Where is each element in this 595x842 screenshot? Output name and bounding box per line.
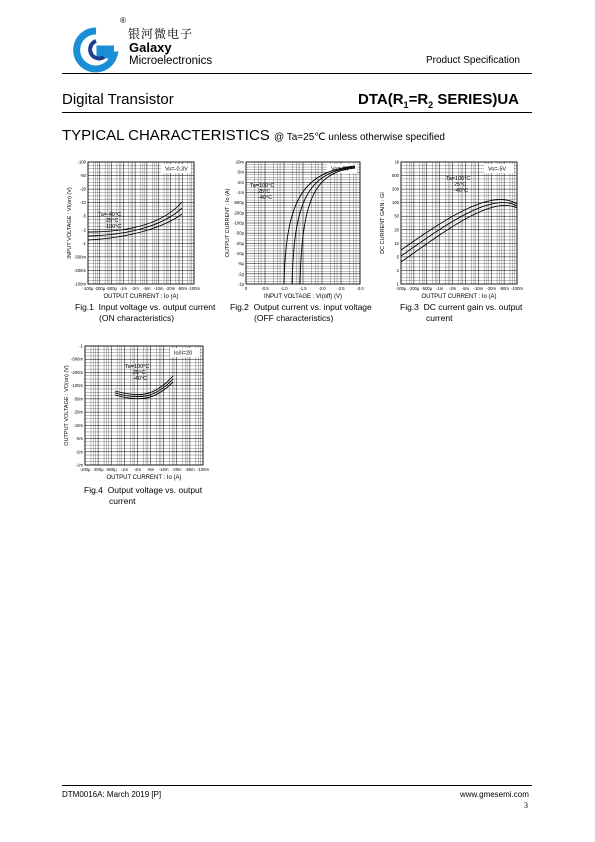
legend-label: -40°C xyxy=(133,376,148,382)
x-tick-label: -200μ xyxy=(92,467,104,472)
page-title: Digital Transistor xyxy=(62,91,174,108)
y-tick-label: 1k xyxy=(394,159,399,165)
y-tick-label: 500 xyxy=(392,173,399,179)
logo-chinese-name: 银河微电子 xyxy=(128,27,194,41)
x-tick-label: -100μ xyxy=(82,286,94,291)
legend-label: 25°C xyxy=(133,370,146,376)
y-tick-label: -1m xyxy=(75,462,83,468)
y-tick-label: -10μ xyxy=(235,251,244,256)
legend-label: Ta=-40°C xyxy=(98,212,122,218)
y-tick-label: -20μ xyxy=(235,240,244,246)
y-tick-label: -5m xyxy=(75,436,83,442)
y-axis-label: OUTPUT CURRENT : Io (A) xyxy=(225,188,231,258)
x-axis-label: INPUT VOLTAGE : VI(off) (V) xyxy=(264,294,342,300)
x-tick-label: -10m xyxy=(158,467,169,472)
y-tick-label: -1 xyxy=(82,240,86,246)
x-tick-label: -50m xyxy=(499,286,509,291)
fig2-caption: Fig.2 Output current vs. input voltage (OFF characteristics) xyxy=(230,302,372,323)
y-tick-label: -50m xyxy=(73,396,83,402)
x-tick-label: -100m xyxy=(197,467,209,472)
y-tick-label: -200m xyxy=(71,369,83,375)
fig3-caption: Fig.3 DC current gain vs. output current xyxy=(400,302,523,323)
x-tick-label: -100m xyxy=(188,286,200,291)
y-tick-label: -10m xyxy=(73,422,83,428)
logo-english-subname: Microelectronics xyxy=(129,55,213,67)
y-tick-label: 100 xyxy=(392,200,399,206)
x-tick-label: -20m xyxy=(172,467,182,472)
y-tick-label: 10 xyxy=(394,240,399,246)
y-tick-label: 5 xyxy=(396,254,399,260)
x-tick-label: -5m xyxy=(143,286,151,291)
x-tick-label: -500μ xyxy=(106,286,117,291)
y-tick-label: -1μ xyxy=(237,281,244,287)
y-tick-label: -500μ xyxy=(233,200,244,206)
condition-label: Io/Ii=20 xyxy=(174,350,193,357)
y-tick-label: -5μ xyxy=(237,261,244,267)
x-tick-label: -20m xyxy=(165,286,176,291)
y-tick-label: -2m xyxy=(75,449,83,455)
y-tick-label: -500m xyxy=(74,254,86,260)
y-tick-label: 2 xyxy=(396,267,399,273)
x-tick-label: -500μ xyxy=(421,286,433,291)
y-tick-label: -5 xyxy=(82,213,86,219)
y-tick-label: -5m xyxy=(236,169,244,175)
x-tick-label: -2.0 xyxy=(318,286,326,291)
condition-label: Vo=-5V xyxy=(488,166,507,173)
x-tick-label: -10m xyxy=(473,286,484,291)
legend-label: -40°C xyxy=(454,188,469,194)
y-tick-label: -2m xyxy=(236,179,244,185)
condition-label: Vo=-0.3V xyxy=(165,166,188,173)
x-tick-label: -5m xyxy=(461,286,470,291)
x-tick-label: -100μ xyxy=(395,286,407,291)
legend-label: 25°C xyxy=(454,182,467,188)
y-tick-label: -50μ xyxy=(235,230,244,236)
x-tick-label: -20m xyxy=(486,286,496,291)
y-tick-label: -20m xyxy=(73,409,83,415)
x-axis-label: OUTPUT CURRENT : Io (A) xyxy=(106,475,182,481)
x-tick-label: -1m xyxy=(120,467,128,472)
y-tick-label: -100 xyxy=(77,159,86,165)
document-type: Product Specification xyxy=(426,55,520,66)
x-tick-label: -500μ xyxy=(105,467,117,472)
x-tick-label: -1.5 xyxy=(299,286,307,291)
section-heading: TYPICAL CHARACTERISTICS @ Ta=25℃ unless otherwise specified xyxy=(62,127,445,144)
y-tick-label: -100m xyxy=(74,281,86,287)
fig1-caption: Fig.1 Input voltage vs. output current (ON characteristics) xyxy=(75,302,216,323)
y-tick-label: -100μ xyxy=(233,220,244,226)
x-tick-label: -5m xyxy=(146,467,155,472)
y-tick-label: -100m xyxy=(71,383,83,389)
x-tick-label: -50m xyxy=(185,467,195,472)
x-tick-label: -1.0 xyxy=(280,286,288,291)
y-axis-label: INPUT VOLTAGE : VI(on) (V) xyxy=(67,187,73,259)
y-tick-label: -200m xyxy=(74,267,86,273)
part-number: $DTA(R_1=R_2$ SERIES)UA xyxy=(358,91,520,110)
x-tick-label: -10m xyxy=(153,286,164,291)
y-tick-label: -10 xyxy=(79,200,86,206)
y-tick-label: -10m xyxy=(234,159,244,165)
x-tick-label: -2m xyxy=(131,286,139,291)
legend-label: 25°C xyxy=(106,218,119,224)
x-tick-label: -200μ xyxy=(408,286,420,291)
y-tick-label: -200μ xyxy=(233,210,244,216)
x-axis-label: OUTPUT CURRENT : Io (A) xyxy=(421,294,497,300)
legend-label: Ta=100°C xyxy=(250,183,275,189)
section-condition: @ Ta=25℃ unless otherwise specified xyxy=(273,132,445,143)
x-tick-label: -50m xyxy=(177,286,187,291)
y-tick-label: 20 xyxy=(394,227,399,233)
legend-label: Ta=100°C xyxy=(125,364,150,370)
x-tick-label: -2.5 xyxy=(337,286,345,291)
legend-label: 100°C xyxy=(106,224,122,230)
y-tick-label: 50 xyxy=(394,213,399,219)
x-tick-label: -100μ xyxy=(79,467,91,472)
legend-label: 25°C xyxy=(258,189,271,195)
registered-mark: ® xyxy=(120,16,126,25)
x-tick-label: -200μ xyxy=(94,286,106,291)
y-tick-label: 200 xyxy=(392,186,399,192)
condition-label: Vo=-5V xyxy=(331,166,350,173)
y-tick-label: -2μ xyxy=(237,271,244,277)
fig4-caption: Fig.4 Output voltage vs. output current xyxy=(84,485,203,506)
website: www.gmesemi.com xyxy=(460,790,529,799)
x-tick-label: -0.5 xyxy=(261,286,269,291)
x-tick-label: -2m xyxy=(448,286,457,291)
legend-label: -40°C xyxy=(258,195,273,201)
y-tick-label: -50 xyxy=(79,173,86,179)
y-tick-label: -1 xyxy=(79,343,83,349)
x-tick-label: -100m xyxy=(511,286,523,291)
x-tick-label: -2m xyxy=(133,467,142,472)
x-axis-label: OUTPUT CURRENT : Io (A) xyxy=(103,294,179,300)
y-tick-label: -1m xyxy=(236,190,244,195)
x-tick-label: 0 xyxy=(244,286,248,291)
y-axis-label: OUTPUT VOLTAGE : VO(on) (V) xyxy=(64,365,70,446)
y-axis-label: DC CURRENT GAIN : GI xyxy=(380,192,386,254)
x-tick-label: -3.0 xyxy=(356,286,364,291)
logo-english-name: Galaxy xyxy=(129,40,172,55)
page-number: 3 xyxy=(524,801,528,810)
y-tick-label: -20 xyxy=(79,186,86,192)
legend-label: Ta=100°C xyxy=(446,176,471,182)
x-tick-label: -1m xyxy=(119,286,127,291)
y-tick-label: -2 xyxy=(82,227,86,233)
doc-id: DTM0016A: March 2019 [P] xyxy=(62,790,162,799)
x-tick-label: -1m xyxy=(436,286,444,291)
footer-rule xyxy=(62,785,532,786)
y-tick-label: 1 xyxy=(396,281,399,287)
y-tick-label: -500m xyxy=(71,356,83,362)
